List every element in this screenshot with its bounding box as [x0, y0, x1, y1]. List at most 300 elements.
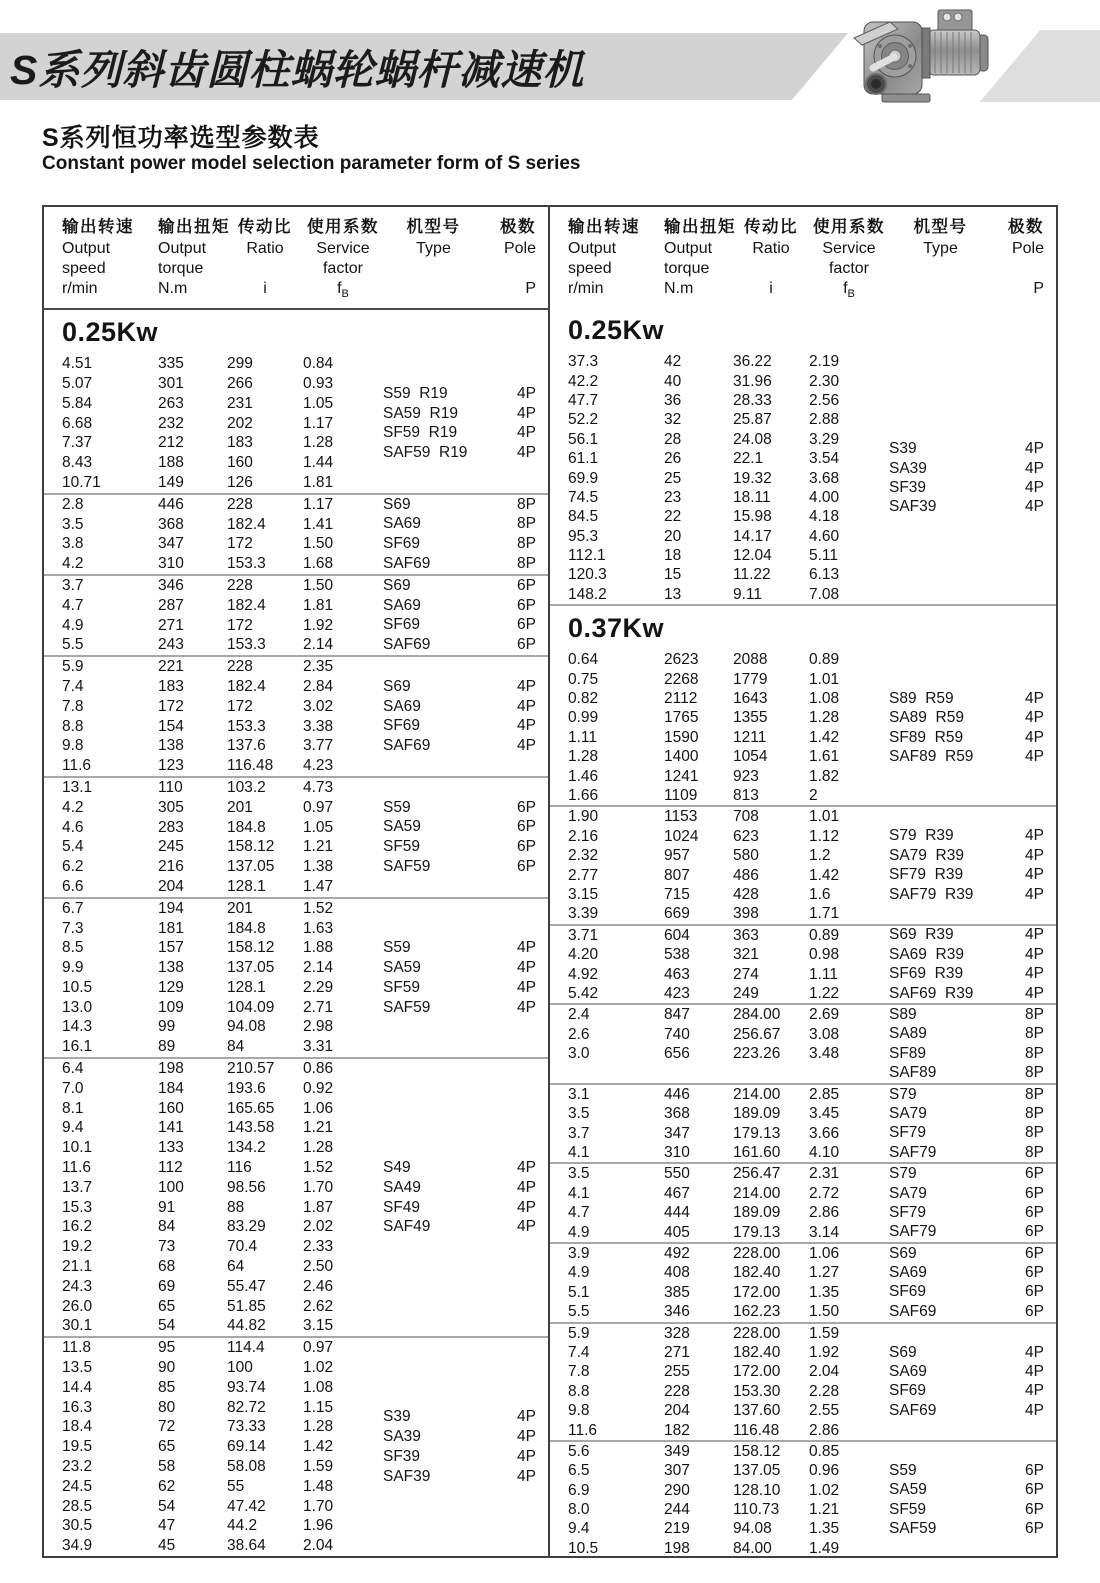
ratio-cell: 128.1 — [227, 877, 266, 895]
factor-cell: 1.28 — [809, 709, 840, 727]
speed-cell: 9.4 — [62, 1119, 84, 1137]
torque-cell: 604 — [664, 926, 690, 944]
type-name: S69 — [383, 576, 411, 594]
speed-cell: 5.6 — [568, 1442, 590, 1460]
type-name: S69 — [889, 1244, 917, 1262]
pole-value: 4P — [1025, 885, 1044, 903]
header-speed-en1: Output — [62, 240, 111, 257]
torque-cell: 68 — [158, 1258, 176, 1276]
pole-value: 4P — [1025, 1401, 1044, 1419]
torque-cell: 138 — [158, 959, 184, 977]
type-row — [889, 747, 1044, 766]
type-name: SF79 — [889, 1203, 927, 1221]
speed-cell: 19.5 — [62, 1438, 93, 1456]
type-row — [383, 443, 536, 463]
ratio-cell: 184.8 — [227, 919, 266, 937]
torque-cell: 89 — [158, 1038, 176, 1056]
header-speed-cn: 输出转速 — [568, 218, 640, 236]
ratio-cell: 1643 — [733, 690, 768, 708]
header-torque-unit: N.m — [158, 280, 188, 297]
torque-cell: 232 — [158, 414, 184, 432]
factor-cell: 1.71 — [809, 905, 840, 923]
ratio-cell: 172.00 — [733, 1363, 781, 1381]
pole-value: 4P — [517, 1178, 536, 1196]
ratio-cell: 228 — [227, 658, 253, 676]
factor-cell: 1.48 — [303, 1477, 334, 1495]
ratio-cell: 137.6 — [227, 737, 266, 755]
speed-cell: 5.07 — [62, 374, 93, 392]
ratio-cell: 51.85 — [227, 1297, 266, 1315]
factor-cell: 2.88 — [809, 411, 840, 429]
ratio-cell: 55 — [227, 1477, 245, 1495]
ratio-cell: 321 — [733, 946, 759, 964]
torque-cell: 25 — [664, 469, 682, 487]
type-name: SAF79 — [889, 1143, 937, 1161]
type-row — [383, 697, 536, 717]
type-row — [383, 384, 536, 404]
type-row — [889, 1263, 1044, 1282]
torque-cell: 198 — [158, 1060, 184, 1078]
pole-value: 4P — [517, 939, 536, 957]
type-name: S79 — [889, 1085, 917, 1103]
ratio-cell: 256.67 — [733, 1025, 781, 1043]
type-name: S39 — [889, 440, 917, 458]
ratio-cell: 36.22 — [733, 353, 772, 371]
ratio-cell: 100 — [227, 1359, 253, 1377]
ratio-cell: 44.82 — [227, 1317, 266, 1335]
torque-cell: 18 — [664, 547, 682, 565]
speed-cell: 2.4 — [568, 1006, 590, 1024]
speed-cell: 13.7 — [62, 1178, 93, 1196]
type-row — [889, 1025, 1044, 1044]
factor-cell: 2.28 — [809, 1382, 840, 1400]
type-labels — [889, 1085, 1044, 1163]
pole-value: 4P — [1025, 709, 1044, 727]
torque-cell: 141 — [158, 1119, 184, 1137]
torque-cell: 65 — [158, 1297, 176, 1315]
speed-cell: 3.7 — [568, 1124, 590, 1142]
torque-cell: 54 — [158, 1317, 176, 1335]
factor-cell: 1.81 — [303, 473, 334, 491]
speed-cell: 7.3 — [62, 919, 84, 937]
type-name: SAF79 — [889, 1223, 937, 1241]
torque-cell: 73 — [158, 1238, 176, 1256]
type-name: SAF39 — [889, 498, 937, 516]
torque-cell: 36 — [664, 391, 682, 409]
pole-value: 4P — [1025, 459, 1044, 477]
factor-cell: 1.08 — [303, 1378, 334, 1396]
speed-cell: 7.4 — [568, 1343, 590, 1361]
torque-cell: 40 — [664, 372, 682, 390]
torque-cell: 244 — [664, 1501, 690, 1519]
ratio-group — [550, 805, 1056, 923]
unit-sub: B — [847, 288, 855, 301]
power-section — [550, 604, 1056, 1556]
torque-cell: 160 — [158, 1099, 184, 1117]
factor-cell: 2.85 — [809, 1085, 840, 1103]
speed-cell: 26.0 — [62, 1297, 93, 1315]
pole-value: 6P — [1025, 1302, 1044, 1320]
type-name: S69 — [889, 1343, 917, 1361]
header-type-cn: 机型号 — [913, 218, 968, 236]
type-labels — [383, 1338, 536, 1556]
speed-cell: 11.6 — [568, 1421, 598, 1439]
ratio-cell: 231 — [227, 394, 253, 412]
ratio-group — [550, 1162, 1056, 1242]
type-row — [889, 945, 1044, 964]
pole-value: 4P — [517, 384, 536, 402]
pole-value: 4P — [517, 444, 536, 462]
type-name: SA39 — [889, 459, 927, 477]
type-name: SF89 — [889, 1044, 927, 1062]
speed-cell: 24.5 — [62, 1477, 93, 1495]
type-name: S49 — [383, 1158, 411, 1176]
type-name: SAF59 R19 — [383, 444, 468, 462]
ratio-group — [550, 1322, 1056, 1440]
type-name: SA79 R39 — [889, 846, 964, 864]
header-ratio — [227, 215, 303, 304]
speed-cell: 4.20 — [568, 946, 599, 964]
factor-cell: 7.08 — [809, 585, 840, 603]
type-row — [889, 1362, 1044, 1381]
torque-cell: 15 — [664, 566, 682, 584]
type-row — [383, 677, 536, 697]
ratio-group — [550, 1242, 1056, 1322]
torque-cell: 368 — [158, 515, 184, 533]
factor-cell: 1.38 — [303, 858, 334, 876]
torque-cell: 349 — [664, 1442, 690, 1460]
type-labels — [889, 1324, 1044, 1440]
speed-cell: 5.9 — [568, 1324, 590, 1342]
factor-cell: 1.42 — [303, 1438, 334, 1456]
type-name: SA69 — [383, 515, 421, 533]
ratio-cell: 103.2 — [227, 778, 266, 796]
pole-value: 4P — [1025, 945, 1044, 963]
type-labels — [383, 495, 536, 574]
factor-cell: 3.02 — [303, 697, 334, 715]
type-name: S39 — [383, 1408, 411, 1426]
ratio-cell: 22.1 — [733, 450, 764, 468]
speed-cell: 6.5 — [568, 1462, 590, 1480]
ratio-cell: 183 — [227, 434, 253, 452]
column-headers — [44, 207, 548, 310]
torque-cell: 182 — [664, 1421, 690, 1439]
speed-cell: 2.16 — [568, 827, 599, 845]
type-row — [889, 439, 1044, 458]
torque-cell: 23 — [664, 488, 682, 506]
factor-cell: 1.81 — [303, 596, 334, 614]
torque-cell: 172 — [158, 697, 184, 715]
factor-cell: 3.29 — [809, 430, 840, 448]
speed-cell: 4.51 — [62, 355, 93, 373]
type-name: SA39 — [383, 1428, 421, 1446]
torque-cell: 347 — [664, 1124, 690, 1142]
factor-cell: 1.52 — [303, 899, 334, 917]
factor-cell: 0.89 — [809, 651, 840, 669]
speed-cell: 11.6 — [62, 757, 92, 775]
torque-cell: 157 — [158, 939, 184, 957]
type-name: S89 R59 — [889, 689, 954, 707]
ratio-cell: 284.00 — [733, 1006, 781, 1024]
torque-cell: 550 — [664, 1165, 690, 1183]
type-row — [889, 1401, 1044, 1420]
speed-cell: 1.46 — [568, 767, 599, 785]
factor-cell: 1.42 — [809, 728, 840, 746]
header-torque-cn: 输出扭矩 — [664, 218, 736, 236]
torque-cell: 149 — [158, 473, 184, 491]
speed-cell: 3.5 — [568, 1105, 590, 1123]
header-speed-en1: Output — [568, 240, 617, 257]
header-torque — [158, 215, 230, 304]
type-row — [383, 1467, 536, 1487]
type-row — [889, 926, 1044, 945]
pole-value: 6P — [517, 576, 536, 594]
pole-value: 4P — [1025, 478, 1044, 496]
power-rating-heading: 0.25Kw — [568, 315, 665, 346]
header-pole-cn: 极数 — [1008, 218, 1044, 236]
ratio-cell: 623 — [733, 827, 759, 845]
pole-value: 4P — [1025, 926, 1044, 944]
header-type-cn: 机型号 — [406, 218, 461, 236]
type-labels — [889, 1005, 1044, 1083]
ratio-cell: 137.05 — [227, 858, 275, 876]
type-name: SF39 — [383, 1448, 421, 1465]
type-name: SF69 — [383, 535, 421, 553]
speed-cell: 84.5 — [568, 508, 599, 526]
factor-cell: 1.87 — [303, 1198, 334, 1216]
pole-value: 6P — [1025, 1520, 1044, 1538]
factor-cell: 1.06 — [303, 1099, 334, 1117]
torque-cell: 271 — [158, 616, 184, 634]
speed-cell: 9.4 — [568, 1520, 590, 1538]
ratio-cell: 299 — [227, 355, 253, 373]
factor-cell: 1.50 — [303, 576, 334, 594]
type-row — [889, 1283, 1044, 1302]
header-factor-cn: 使用系数 — [813, 218, 885, 236]
factor-cell: 1.15 — [303, 1398, 334, 1416]
type-name: SF89 R59 — [889, 728, 964, 746]
type-name: SA69 — [889, 1363, 927, 1381]
torque-cell: 84 — [158, 1218, 176, 1236]
speed-cell: 8.8 — [62, 717, 84, 735]
type-row — [889, 1184, 1044, 1203]
torque-cell: 2268 — [664, 670, 699, 688]
torque-cell: 335 — [158, 355, 184, 373]
factor-cell: 1.44 — [303, 454, 334, 472]
header-torque-en1: Output — [158, 240, 207, 257]
ratio-cell: 104.09 — [227, 998, 275, 1016]
type-labels — [383, 899, 536, 1057]
pole-value: 4P — [1025, 1343, 1044, 1361]
type-row — [383, 978, 536, 998]
ratio-cell: 249 — [733, 984, 759, 1002]
factor-cell: 1.28 — [303, 1418, 334, 1436]
ratio-cell: 28.33 — [733, 391, 772, 409]
pole-value: 4P — [1025, 827, 1044, 845]
speed-cell: 69.9 — [568, 469, 599, 487]
type-row — [383, 717, 536, 737]
pole-value: 6P — [517, 596, 536, 614]
torque-cell: 123 — [158, 757, 184, 775]
factor-cell: 1.21 — [809, 1501, 840, 1519]
pole-value: 6P — [1025, 1223, 1044, 1241]
factor-cell: 3.31 — [303, 1038, 334, 1056]
factor-cell: 2.55 — [809, 1402, 840, 1420]
speed-cell: 10.5 — [568, 1539, 599, 1556]
factor-cell: 3.77 — [303, 737, 334, 755]
speed-cell: 3.8 — [62, 535, 84, 553]
ratio-cell: 38.64 — [227, 1537, 266, 1555]
factor-cell: 2.86 — [809, 1421, 840, 1439]
torque-cell: 109 — [158, 998, 184, 1016]
factor-cell: 0.84 — [303, 355, 334, 373]
torque-cell: 243 — [158, 636, 184, 654]
torque-cell: 328 — [664, 1324, 690, 1342]
factor-cell: 1.42 — [809, 866, 840, 884]
speed-cell: 4.1 — [568, 1184, 590, 1202]
type-name: SA49 — [383, 1178, 421, 1196]
torque-cell: 444 — [664, 1204, 690, 1222]
header-type-en1: Type — [923, 240, 958, 257]
speed-cell: 3.1 — [568, 1085, 590, 1103]
type-row — [383, 958, 536, 978]
speed-cell: 2.6 — [568, 1025, 590, 1043]
ratio-cell: 19.32 — [733, 469, 772, 487]
torque-cell: 1153 — [664, 808, 698, 826]
pole-value: 6P — [517, 818, 536, 836]
type-row — [889, 1164, 1044, 1183]
ratio-cell: 116.48 — [733, 1421, 780, 1439]
factor-cell: 1.59 — [303, 1458, 334, 1476]
pole-value: 8P — [1025, 1064, 1044, 1082]
ratio-cell: 266 — [227, 374, 253, 392]
type-row — [889, 728, 1044, 747]
pole-value: 8P — [517, 555, 536, 573]
torque-cell: 346 — [664, 1303, 690, 1321]
ratio-cell: 88 — [227, 1198, 245, 1216]
pole-value: 4P — [1025, 728, 1044, 746]
factor-cell: 1.05 — [303, 818, 334, 836]
speed-cell: 7.8 — [62, 697, 84, 715]
ratio-group — [550, 1003, 1056, 1083]
speed-cell — [568, 1063, 664, 1082]
ratio-cell: 12.04 — [733, 547, 772, 565]
speed-cell: 18.4 — [62, 1418, 93, 1436]
ratio-cell: 137.05 — [733, 1462, 781, 1480]
speed-cell: 30.1 — [62, 1317, 93, 1335]
type-labels — [383, 778, 536, 897]
header-pole-en2 — [484, 259, 536, 279]
type-row — [383, 616, 536, 636]
factor-cell: 2.30 — [809, 372, 840, 390]
ratio-group — [550, 1440, 1056, 1556]
power-rating-heading: 0.37Kw — [568, 613, 665, 644]
pole-value: 6P — [517, 798, 536, 816]
pole-value: 4P — [1025, 846, 1044, 864]
torque-cell: 301 — [158, 374, 184, 392]
pole-value: 4P — [517, 677, 536, 695]
type-name: S59 — [383, 939, 411, 957]
type-row — [383, 1427, 536, 1447]
torque-cell: 54 — [158, 1497, 176, 1515]
torque-cell: 95 — [158, 1339, 176, 1357]
speed-cell: 7.8 — [568, 1363, 590, 1381]
type-row — [889, 984, 1044, 1003]
header-torque-en2: torque — [158, 260, 204, 277]
type-name: SA59 — [383, 818, 421, 836]
type-row — [889, 708, 1044, 727]
header-type-en2 — [889, 259, 992, 279]
type-row — [889, 1143, 1044, 1162]
ratio-cell: 214.00 — [733, 1184, 781, 1202]
pole-value: 4P — [1025, 866, 1044, 884]
factor-cell: 2.35 — [303, 658, 334, 676]
type-name: S69 — [383, 495, 411, 513]
pole-value: 4P — [1025, 1363, 1044, 1381]
torque-cell: 112 — [158, 1159, 183, 1177]
ratio-cell: 182.4 — [227, 677, 266, 695]
factor-cell: 1.01 — [809, 808, 840, 826]
header-factor-unit — [809, 279, 889, 304]
type-row — [889, 1223, 1044, 1242]
pole-value: 6P — [517, 838, 536, 856]
torque-cell: 69 — [158, 1277, 176, 1295]
speed-cell: 4.7 — [568, 1204, 590, 1222]
ratio-cell: 202 — [227, 414, 253, 432]
ratio-cell: 14.17 — [733, 527, 772, 545]
factor-cell: 2.04 — [303, 1537, 334, 1555]
torque-cell: 20 — [664, 527, 682, 545]
factor-cell: 2.33 — [303, 1238, 334, 1256]
speed-cell: 4.9 — [62, 616, 84, 634]
factor-cell: 1.11 — [809, 965, 839, 983]
ratio-cell — [733, 1063, 809, 1082]
factor-cell: 2.46 — [303, 1277, 334, 1295]
header-torque-cn: 输出扭矩 — [158, 218, 230, 236]
type-row — [889, 1343, 1044, 1362]
type-name: SF69 — [383, 717, 421, 735]
torque-cell: 100 — [158, 1178, 184, 1196]
header-torque-en1: Output — [664, 240, 713, 257]
ratio-cell: 64 — [227, 1258, 245, 1276]
torque-cell: 62 — [158, 1477, 176, 1495]
type-name: SA69 R39 — [889, 945, 964, 963]
type-name: SF59 R19 — [383, 424, 458, 442]
ratio-cell: 214.00 — [733, 1085, 781, 1103]
factor-cell: 1.92 — [303, 616, 334, 634]
header-speed-cn: 输出转速 — [62, 218, 134, 236]
torque-cell: 91 — [158, 1198, 176, 1216]
factor-cell: 1.70 — [303, 1178, 334, 1196]
type-name: SAF59 — [889, 1520, 937, 1538]
speed-cell: 9.8 — [568, 1402, 590, 1420]
torque-cell: 467 — [664, 1184, 690, 1202]
type-row — [383, 1158, 536, 1178]
type-row — [889, 866, 1044, 885]
header-pole-unit: P — [1033, 280, 1044, 297]
factor-cell: 2.71 — [303, 998, 334, 1016]
ratio-cell: 813 — [733, 787, 759, 804]
torque-cell: 198 — [664, 1539, 690, 1556]
speed-cell: 95.3 — [568, 527, 599, 545]
factor-cell: 0.89 — [809, 926, 840, 944]
ratio-cell: 69.14 — [227, 1438, 266, 1456]
column-headers — [550, 207, 1056, 308]
speed-cell: 2.8 — [62, 495, 84, 513]
type-row — [889, 1481, 1044, 1500]
factor-cell: 3.48 — [809, 1045, 840, 1063]
pole-value: 8P — [517, 515, 536, 533]
